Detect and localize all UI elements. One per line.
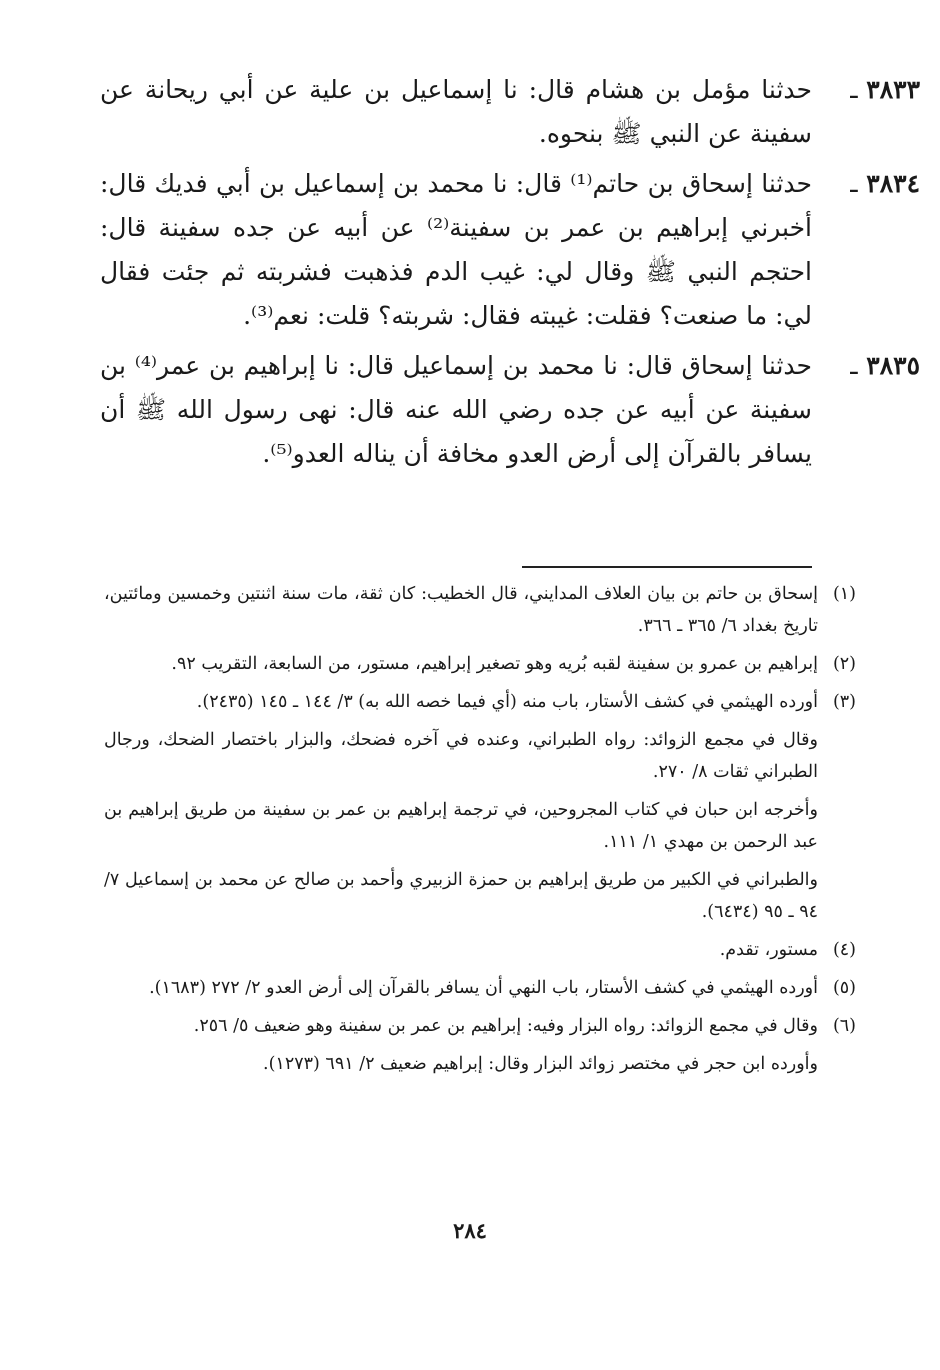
footnote-number: (٢) [832,654,856,674]
footnote-divider [522,566,812,568]
hadith-3834: ٣٨٣٤ ـ حدثنا إسحاق بن حاتم⁽¹⁾ قال: نا محمد بن إسماعيل بن أبي فديك قال: أخبرني إبراهيم بن عمر بن سفينة⁽²⁾ عن أبيه عن جده سفينة قال: احتجم النبي ﷺ وقال لي: غيب الدم فذهبت فشربته ثم جئت فقال لي: ما صنعت؟ فقلت: غيبته فقال: شربته؟ قلت: نعم⁽³⁾. [100,169,920,330]
footnote-number: (٥) [832,978,856,998]
footnote-3 [104,686,856,928]
footnote-number: (١) [832,584,856,604]
footnote-text: أورده الهيثمي في كشف الأستار، باب منه (أي فيما خصه الله به) ٣/ ١٤٤ ـ ١٤٥ (٢٤٣٥). [196,692,818,712]
hadith-section [100,68,920,482]
hadith-text: حدثنا إسحاق بن حاتم⁽¹⁾ قال: نا محمد بن إسماعيل بن أبي فديك قال: أخبرني إبراهيم بن عمر بن سفينة⁽²⁾ عن أبيه عن جده سفينة قال: احتجم النبي ﷺ وقال لي: غيب الدم فذهبت فشربته ثم جئت فقال لي: ما صنعت؟ فقلت: غيبته فقال: شربته؟ قلت: نعم⁽³⁾. [100,169,812,330]
footnote-number: (٤) [832,940,856,960]
hadith-3833: ٣٨٣٣ ـ حدثنا مؤمل بن هشام قال: نا إسماعيل بن علية عن أبي ريحانة عن سفينة عن النبي ﷺ بنحوه. [100,75,920,148]
footnote-text: وقال في مجمع الزوائد: رواه البزار وفيه: إبراهيم بن عمر بن سفينة وهو ضعيف ٥/ ٢٥٦. [193,1016,818,1036]
footnote-1 [104,578,856,642]
footnote-text: إبراهيم بن عمرو بن سفينة لقبه بُريه وهو تصغير إبراهيم، مستور، من السابعة، التقريب ٩٢. [171,654,818,674]
footnote-text: وأخرجه ابن حبان في كتاب المجروحين، في ترجمة إبراهيم بن عمر بن سفينة من طريق إبراهيم بن عبد الرحمن بن مهدي ١/ ١١١. [104,800,818,852]
hadith-number: ٣٨٣٥ [866,351,920,380]
footnote-text: مستور، تقدم. [719,940,818,960]
footnote-5 [104,972,856,1004]
footnote-text: أورده الهيثمي في كشف الأستار، باب النهي أن يسافر بالقرآن إلى أرض العدو ٢/ ٢٧٢ (١٦٨٣). [149,978,818,998]
footnotes-section [104,578,856,1086]
hadith-number: ٣٨٣٣ [866,75,920,104]
footnote-number: (٣) [832,692,856,712]
footnote-number: (٦) [832,1016,856,1036]
footnote-text: والطبراني في الكبير من طريق إبراهيم بن حمزة الزبيري وأحمد بن صالح عن محمد بن إسماعيل ٧/ ٩٤ ـ ٩٥ (٦٤٣٤). [104,870,818,922]
footnote-2 [104,648,856,680]
footnote-6 [104,1010,856,1080]
hadith-3835: ٣٨٣٥ ـ حدثنا إسحاق قال: نا محمد بن إسماعيل قال: نا إبراهيم بن عمر⁽⁴⁾ بن سفينة عن أبيه عن جده رضي الله عنه قال: نهى رسول الله ﷺ أن يسافر بالقرآن إلى أرض العدو مخافة أن يناله العدو⁽⁵⁾. [100,351,920,468]
page-number: ٢٨٤ [453,1218,487,1243]
hadith-number: ٣٨٣٤ [866,169,920,198]
footnote-text: إسحاق بن حاتم بن بيان العلاف المدايني، قال الخطيب: كان ثقة، مات سنة اثنتين وخمسين ومائتين، تاريخ بغداد ٦/ ٣٦٥ ـ ٣٦٦. [104,584,818,636]
hadith-text: حدثنا إسحاق قال: نا محمد بن إسماعيل قال: نا إبراهيم بن عمر⁽⁴⁾ بن سفينة عن أبيه عن جده رضي الله عنه قال: نهى رسول الله ﷺ أن يسافر بالقرآن إلى أرض العدو مخافة أن يناله العدو⁽⁵⁾. [100,351,812,468]
footnote-text: وأورده ابن حجر في مختصر زوائد البزار وقال: إبراهيم ضعيف ٢/ ٦٩١ (١٢٧٣). [263,1054,818,1074]
hadith-text: حدثنا مؤمل بن هشام قال: نا إسماعيل بن علية عن أبي ريحانة عن سفينة عن النبي ﷺ بنحوه. [100,75,812,148]
footnote-4 [104,934,856,966]
footnote-text: وقال في مجمع الزوائد: رواه الطبراني، وعنده في آخره فضحك، والبزار باختصار الضحك، ورجال الطبراني ثقات ٨/ ٢٧٠. [104,730,818,782]
